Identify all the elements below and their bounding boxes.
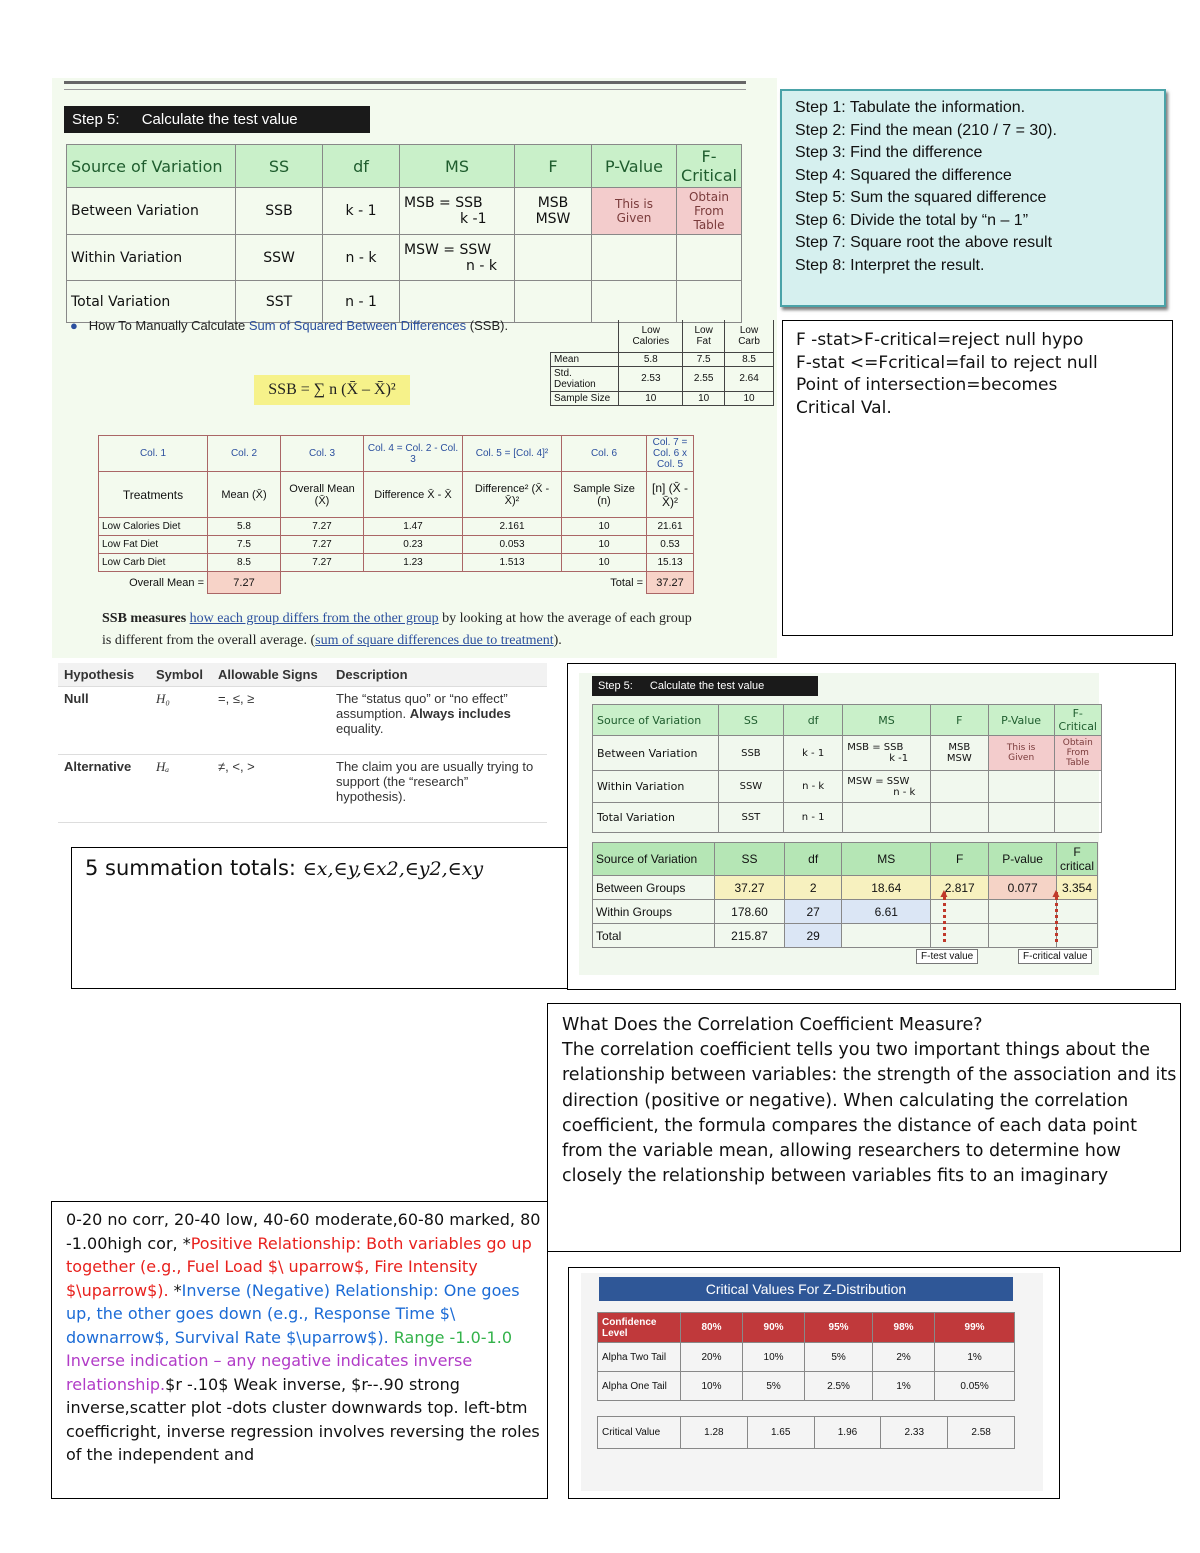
anova-result-table xyxy=(592,842,1098,948)
notes-star: * xyxy=(168,1280,182,1300)
hyp-null-desc xyxy=(330,687,547,755)
ssb-col: Col. 3 xyxy=(281,436,364,472)
between-f-den: MSW xyxy=(535,211,571,227)
res-cell: Between Groups xyxy=(593,876,715,900)
between-crit-1: Obtain xyxy=(1062,738,1093,748)
within-ms-den: n - k xyxy=(466,257,497,274)
hyp-header: Description xyxy=(330,663,547,687)
fcrit-arrowhead-icon: ▲ xyxy=(1050,886,1062,900)
z-one: 5% xyxy=(743,1372,805,1401)
ssb-cell: 7.5 xyxy=(208,536,281,554)
z-two: 5% xyxy=(805,1343,873,1372)
summation-expr: ∈x,∈y,∈x2,∈y2,∈xy xyxy=(302,858,484,880)
z-one: 1% xyxy=(873,1372,935,1401)
ssb-header: [n] (X̄ - X̄)² xyxy=(647,472,694,518)
ssb-cell: 1.47 xyxy=(364,518,463,536)
within-df: n - k xyxy=(323,235,400,281)
anova-header: F xyxy=(930,705,988,736)
res-header: F xyxy=(931,843,989,876)
total-label: Total Variation xyxy=(593,803,719,833)
hypothesis-table xyxy=(58,663,547,823)
within-ss: SSW xyxy=(718,771,783,803)
summation-box xyxy=(71,847,568,989)
ssb-cell: 7.27 xyxy=(281,554,364,572)
stats-header: Low Fat xyxy=(683,320,725,352)
res-cell: 29 xyxy=(784,924,841,948)
ssb-cell: 2.161 xyxy=(463,518,562,536)
z-cv: 1.28 xyxy=(681,1417,748,1449)
res-cell: Within Groups xyxy=(593,900,715,924)
z-two: 10% xyxy=(743,1343,805,1372)
anova-header: Source of Variation xyxy=(593,705,719,736)
between-crit xyxy=(677,188,742,235)
step-line: Step 3: Find the difference xyxy=(795,144,983,161)
ssb-header: Overall Mean (X̄) xyxy=(281,472,364,518)
within-ms-den: n - k xyxy=(893,786,916,798)
step5-title: Calculate the test value xyxy=(141,111,298,128)
step5-label: Step 5: xyxy=(72,111,120,128)
z-conf-label: Confidence Level xyxy=(598,1313,681,1343)
step-line: Step 4: Squared the difference xyxy=(795,166,1012,184)
overall-mean-value: 7.27 xyxy=(208,572,281,594)
between-p-2: Given xyxy=(1008,753,1035,763)
anova-header: MS xyxy=(400,145,515,188)
ssb-cell: Low Carb Diet xyxy=(99,554,208,572)
stats-cell: 2.55 xyxy=(683,366,725,391)
ssb-note-link1[interactable]: how each group differs from the other group xyxy=(189,611,439,626)
stats-cell: 2.53 xyxy=(619,366,683,391)
ssb-col: Col. 1 xyxy=(99,436,208,472)
ssb-note-t3: ). xyxy=(553,633,562,648)
anova-header: P-Value xyxy=(988,705,1054,736)
stats-cell: 10 xyxy=(619,391,683,405)
ssb-note xyxy=(102,608,702,652)
stats-row-label: Mean xyxy=(551,352,619,366)
zdist-title: Critical Values For Z-Distribution xyxy=(599,1277,1013,1301)
zdist-cv-table xyxy=(597,1416,1015,1449)
top-rule xyxy=(64,81,746,84)
total-ss: SST xyxy=(718,803,783,833)
between-df: k - 1 xyxy=(784,736,843,771)
ssb-header: Difference X̄ - X̄ xyxy=(364,472,463,518)
res-header: SS xyxy=(715,843,785,876)
ssb-cell: 0.23 xyxy=(364,536,463,554)
z-level: 80% xyxy=(681,1313,743,1343)
res-cell: 0.077 xyxy=(989,876,1057,900)
ssb-note-link2[interactable]: sum of square differences due to treatment xyxy=(315,633,554,648)
between-ss: SSB xyxy=(718,736,783,771)
hyp-null-symbol: H₀ xyxy=(150,687,212,755)
ssb-cell: 15.13 xyxy=(647,554,694,572)
between-ms-den: k -1 xyxy=(460,211,487,227)
ftest-arrowhead-icon: ▲ xyxy=(938,886,950,900)
total-value-ssb: 37.27 xyxy=(647,572,694,594)
between-crit-2: From Table xyxy=(1066,748,1090,768)
step-line: Step 2: Find the mean (210 / 7 = 30). xyxy=(795,121,1057,139)
between-p-1: This is xyxy=(1006,743,1036,753)
step5-banner-small xyxy=(592,676,818,696)
hyp-alt-symbol: Hₐ xyxy=(150,755,212,823)
between-p xyxy=(988,736,1054,771)
z-cv: 2.58 xyxy=(948,1417,1015,1449)
z-cv: 2.33 xyxy=(881,1417,948,1449)
anova-header: P-Value xyxy=(592,145,677,188)
fstat-line: F -stat>F-critical=reject null hypo xyxy=(796,330,1084,350)
ssb-howto xyxy=(70,318,550,333)
z-level: 99% xyxy=(935,1313,1015,1343)
within-ms xyxy=(843,771,931,803)
anova-header: SS xyxy=(236,145,323,188)
z-two: 1% xyxy=(935,1343,1015,1372)
between-f-num: MSB xyxy=(537,195,569,211)
res-cell: 37.27 xyxy=(715,876,785,900)
res-cell: 2 xyxy=(784,876,841,900)
between-crit-1: Obtain xyxy=(688,190,730,204)
ssb-howto-link[interactable]: Sum of Squared Between Differences xyxy=(248,318,467,333)
anova-header: df xyxy=(323,145,400,188)
notes-weak-strong: $r -.10$ Weak inverse, $r--.90 strong inverse,scatter plot -dots cluster downwards top. left-btm coefficright, inverse regression involves reversing the roles of the independent and xyxy=(66,1374,540,1464)
ssb-cell: 1.513 xyxy=(463,554,562,572)
hyp-null-name: Null xyxy=(58,687,150,755)
summation-label: 5 summation totals: xyxy=(85,856,303,880)
hyp-alt-signs: ≠, <, > xyxy=(212,755,330,823)
hyp-null-desc-bold: Always includes xyxy=(409,706,511,721)
anova-header: MS xyxy=(843,705,931,736)
step-line: Step 1: Tabulate the information. xyxy=(795,99,1026,116)
res-cell: 27 xyxy=(784,900,841,924)
within-ss: SSW xyxy=(236,235,323,281)
between-ms-num: MSB = SSB xyxy=(847,742,904,753)
res-cell: 18.64 xyxy=(842,876,931,900)
correlation-box xyxy=(547,1003,1181,1252)
anova-header: F xyxy=(515,145,592,188)
within-ms-num: MSW = SSW xyxy=(404,241,492,258)
top-rule-thin xyxy=(64,89,746,90)
correlation-title: What Does the Correlation Coefficient Measure? xyxy=(562,1015,983,1035)
between-p-2: Given xyxy=(616,211,652,225)
res-cell: Total xyxy=(593,924,715,948)
ssb-col: Col. 2 xyxy=(208,436,281,472)
stats-header: Low Calories xyxy=(619,320,683,352)
anova-template-table xyxy=(66,144,742,323)
hyp-null-desc-end: equality. xyxy=(336,721,384,736)
anova-header: F-Critical xyxy=(1054,705,1101,736)
step-line: Step 5: Sum the squared difference xyxy=(795,189,1047,206)
between-f xyxy=(930,736,988,771)
between-ms xyxy=(400,188,515,235)
fcrit-label: F-critical value xyxy=(1018,949,1092,964)
ssb-cell: 10 xyxy=(562,554,647,572)
between-ss: SSB xyxy=(236,188,323,235)
correlation-body: The correlation coefficient tells you two important things about the relationship between variables: the strength of the association and its direction (positive or negative). When calculating the correlation coefficient, the formula compares the distance of each data point from the variable mean, allowing researchers to determine how closely the relationship between variables fits to an imaginary xyxy=(562,1040,1177,1187)
z-cv: 1.96 xyxy=(814,1417,881,1449)
between-crit-2: From Table xyxy=(693,204,725,232)
zdist-table xyxy=(597,1312,1015,1401)
between-f-num: MSB xyxy=(948,742,971,753)
notes-corr-range: 0-20 no corr, 20-40 low, 40-60 moderate,60-80 marked, 80 -1.00high cor, * xyxy=(66,1210,541,1253)
ssb-cell: 0.53 xyxy=(647,536,694,554)
ssb-header: Sample Size (n) xyxy=(562,472,647,518)
ssb-header: Treatments xyxy=(99,472,208,518)
stats-cell: 10 xyxy=(683,391,725,405)
step-line: Step 7: Square root the above result xyxy=(795,234,1053,251)
ssb-cell: 10 xyxy=(562,518,647,536)
notes-range: Range -1.0-1.0 xyxy=(388,1327,512,1347)
stats-table xyxy=(550,320,774,406)
res-cell: 2.817 xyxy=(931,876,989,900)
anova-header: SS xyxy=(718,705,783,736)
ssb-cell: 8.5 xyxy=(208,554,281,572)
ssb-cell: 7.27 xyxy=(281,536,364,554)
anova-template-small xyxy=(592,704,1102,833)
hyp-alt-desc: The claim you are usually trying to support (the “research” hypothesis). xyxy=(330,755,547,823)
total-ss: SST xyxy=(236,281,323,323)
fstat-line: Critical Val. xyxy=(796,397,892,418)
step5-label-small: Step 5: xyxy=(598,680,633,692)
ssb-howto-post: (SSB). xyxy=(466,318,509,333)
stats-header: Low Carb xyxy=(725,320,774,352)
fstat-line: F-stat <=Fcritical=fail to reject null xyxy=(796,352,1098,373)
res-cell: 215.87 xyxy=(715,924,785,948)
ssb-cell: 0.053 xyxy=(463,536,562,554)
z-one: 0.05% xyxy=(935,1372,1015,1401)
ssb-howto-pre: How To Manually Calculate xyxy=(88,318,249,333)
stats-cell: 10 xyxy=(725,391,774,405)
stats-cell: 8.5 xyxy=(725,352,774,366)
hyp-null-signs: =, ≤, ≥ xyxy=(212,687,330,755)
res-cell: 6.61 xyxy=(842,900,931,924)
ssb-cell: 1.23 xyxy=(364,554,463,572)
ssb-header: Difference² (X̄ - X̄)² xyxy=(463,472,562,518)
z-level: 98% xyxy=(873,1313,935,1343)
ssb-col: Col. 5 = [Col. 4]² xyxy=(463,436,562,472)
hyp-null-desc-text: The “status quo” or “no effect” assumption. xyxy=(336,691,508,721)
res-header: df xyxy=(784,843,841,876)
step5-banner xyxy=(64,106,370,133)
within-ms xyxy=(400,235,515,281)
between-f-den: MSW xyxy=(946,753,972,764)
between-label: Between Variation xyxy=(67,188,236,235)
anova-header: F-Critical xyxy=(677,145,742,188)
between-f xyxy=(515,188,592,235)
res-header: F critical xyxy=(1057,843,1098,876)
step-line: Step 6: Divide the total by “n – 1” xyxy=(795,211,1029,229)
z-level: 95% xyxy=(805,1313,873,1343)
total-df: n - 1 xyxy=(784,803,843,833)
z-one-label: Alpha One Tail xyxy=(598,1372,681,1401)
within-label: Within Variation xyxy=(67,235,236,281)
z-cv-label: Critical Value xyxy=(598,1417,681,1449)
hyp-header: Allowable Signs xyxy=(212,663,330,687)
z-level: 90% xyxy=(743,1313,805,1343)
hyp-header: Symbol xyxy=(150,663,212,687)
ssb-col: Col. 4 = Col. 2 - Col. 3 xyxy=(364,436,463,472)
ssb-note-t2: by looking at how the average of each group is different from the overall average. ( xyxy=(102,611,692,648)
notes-box xyxy=(51,1201,548,1499)
total-label: Total Variation xyxy=(67,281,236,323)
anova-result-box xyxy=(567,663,1176,990)
z-two: 2% xyxy=(873,1343,935,1372)
stats-row-label: Sample Size xyxy=(551,391,619,405)
between-p xyxy=(592,188,677,235)
ssb-cell: 21.61 xyxy=(647,518,694,536)
anova-header: df xyxy=(784,705,843,736)
z-cv: 1.65 xyxy=(747,1417,814,1449)
between-crit xyxy=(1054,736,1101,771)
within-df: n - k xyxy=(784,771,843,803)
ssb-col: Col. 7 = Col. 6 x Col. 5 xyxy=(647,436,694,472)
fstat-line: Point of intersection=becomes xyxy=(796,375,1058,395)
stats-cell: 7.5 xyxy=(683,352,725,366)
between-ms-num: MSB = SSB xyxy=(404,195,483,211)
notes-positive: Positive Relationship: Both variables go up together (e.g., Fuel Load $\ uparrow$, Fire Intensity $\uparrow$). xyxy=(66,1233,532,1300)
between-ms-den: k -1 xyxy=(889,753,909,764)
ssb-cell: Low Fat Diet xyxy=(99,536,208,554)
ssb-header: Mean (X̄) xyxy=(208,472,281,518)
z-two-label: Alpha Two Tail xyxy=(598,1343,681,1372)
z-two: 20% xyxy=(681,1343,743,1372)
zdist-box xyxy=(568,1267,1060,1499)
ssb-formula: SSB = ∑ n (X̄ – X̄)² xyxy=(254,375,410,405)
ssb-cell: 10 xyxy=(562,536,647,554)
res-header: MS xyxy=(842,843,931,876)
ssb-col: Col. 6 xyxy=(562,436,647,472)
ssb-note-t1: SSB measures xyxy=(102,611,190,626)
between-label: Between Variation xyxy=(593,736,719,771)
step5-title-small: Calculate the test value xyxy=(649,680,765,692)
z-one: 10% xyxy=(681,1372,743,1401)
within-ms-num: MSW = SSW xyxy=(847,775,910,787)
ssb-cell: Low Calories Diet xyxy=(99,518,208,536)
res-header: P-value xyxy=(989,843,1057,876)
ssb-cell: 7.27 xyxy=(281,518,364,536)
step-line: Step 8: Interpret the result. xyxy=(795,256,985,274)
hyp-alt-name: Alternative xyxy=(58,755,150,823)
stats-row-label: Std. Deviation xyxy=(551,366,619,391)
z-one: 2.5% xyxy=(805,1372,873,1401)
res-header: Source of Variation xyxy=(593,843,715,876)
stats-cell: 5.8 xyxy=(619,352,683,366)
ssb-cell: 5.8 xyxy=(208,518,281,536)
total-df: n - 1 xyxy=(323,281,400,323)
bullet-icon: ● xyxy=(70,318,78,333)
res-cell: 178.60 xyxy=(715,900,785,924)
fstat-box xyxy=(782,320,1173,636)
within-label: Within Variation xyxy=(593,771,719,803)
stats-cell: 2.64 xyxy=(725,366,774,391)
ssb-table xyxy=(98,435,694,594)
notes-inverse-indication: Inverse indication – any negative indicates inverse relationship. xyxy=(66,1351,473,1394)
overall-mean-label: Overall Mean = xyxy=(129,576,204,589)
between-df: k - 1 xyxy=(323,188,400,235)
res-cell: 3.354 xyxy=(1057,876,1098,900)
hyp-header: Hypothesis xyxy=(58,663,150,687)
anova-header: Source of Variation xyxy=(67,145,236,188)
steps-box xyxy=(780,89,1166,307)
between-p-1: This is xyxy=(615,197,653,211)
total-label-ssb: Total = xyxy=(610,576,643,589)
ftest-label: F-test value xyxy=(916,949,978,964)
notes-inverse: Inverse (Negative) Relationship: One goes up, the other goes down (e.g., Response Time $\ downarrow$, Survival Rate $\uparrow$). xyxy=(66,1280,520,1347)
between-ms xyxy=(843,736,931,771)
